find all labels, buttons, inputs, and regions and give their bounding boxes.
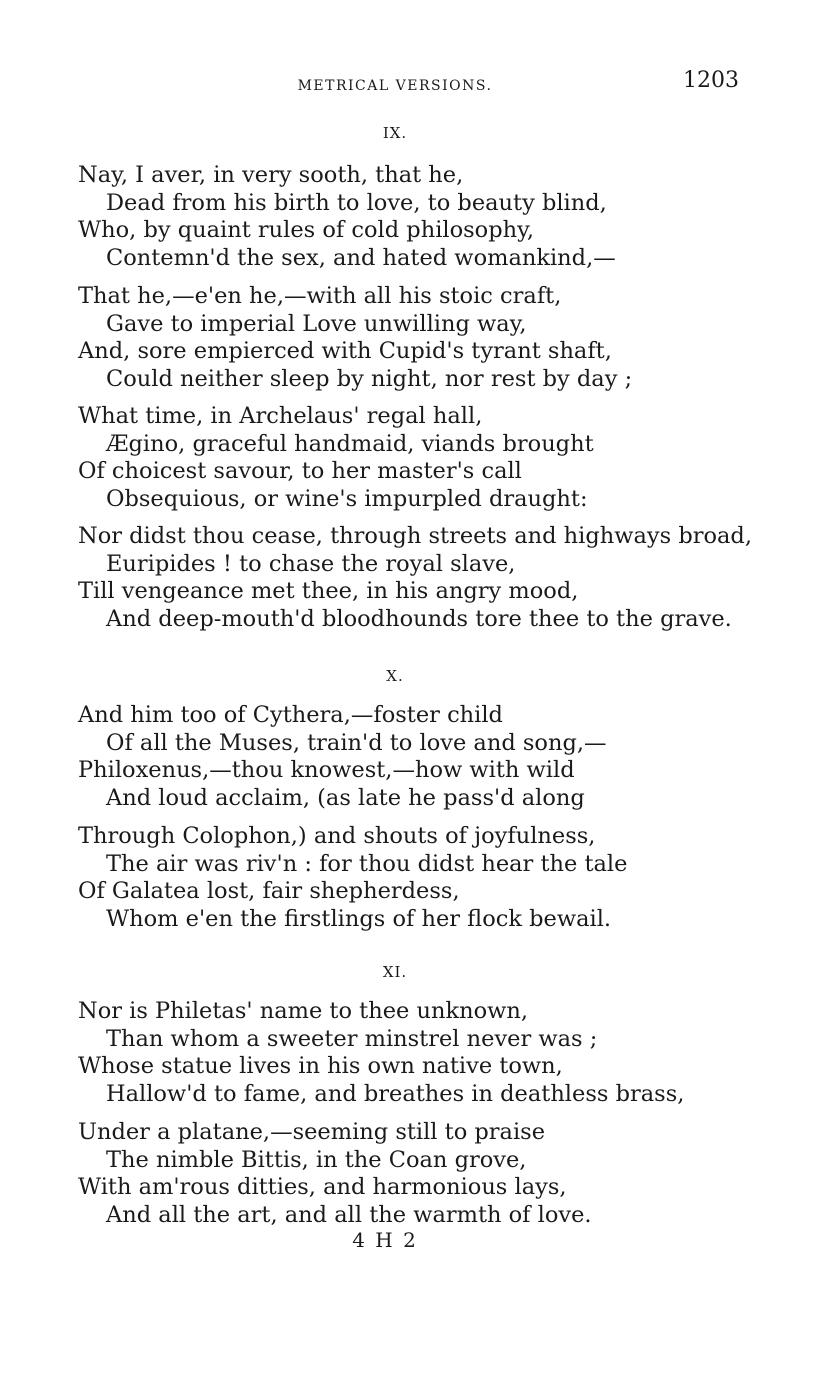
stanza (78, 702, 607, 812)
verse-line: Dead from his birth to love, to beauty blind, (106, 189, 607, 216)
verse-line: Ægino, graceful handmaid, viands brought (106, 430, 594, 457)
verse-line: The nimble Bittis, in the Coan grove, (106, 1146, 527, 1173)
stanza (78, 1119, 592, 1229)
verse-line: Euripides ! to chase the royal slave, (106, 550, 516, 577)
verse-line: That he,—e'en he,—with all his stoic craft, (78, 283, 562, 309)
verse-line: Than whom a sweeter minstrel never was ; (106, 1025, 598, 1052)
running-title: METRICAL VERSIONS. (297, 78, 493, 94)
verse-line: And loud acclaim, (as late he pass'd along (106, 784, 585, 811)
verse-line: Of choicest savour, to her master's call (78, 458, 522, 484)
verse-line: Of Galatea lost, fair shepherdess, (78, 878, 460, 904)
verse-line: Philoxenus,—thou knowest,—how with wild (78, 757, 575, 783)
verse-line: Hallow'd to fame, and breathes in deathless brass, (106, 1080, 685, 1107)
verse-line: Till vengeance met thee, in his angry mood, (78, 578, 579, 604)
verse-line: Who, by quaint rules of cold philosophy, (78, 217, 534, 243)
section-heading: XI. (382, 963, 408, 981)
verse-line: Obsequious, or wine's impurpled draught: (106, 485, 588, 512)
verse-line: The air was riv'n : for thou didst hear the tale (106, 850, 628, 877)
verse-line: Under a platane,—seeming still to praise (78, 1119, 546, 1145)
verse-line: Of all the Muses, train'd to love and song,— (106, 729, 607, 756)
stanza (78, 283, 632, 393)
verse-line: Whose statue lives in his own native town, (78, 1053, 563, 1079)
verse-line: And, sore empierced with Cupid's tyrant shaft, (78, 338, 612, 364)
section-heading: IX. (382, 124, 408, 142)
verse-line: Could neither sleep by night, nor rest by day ; (106, 365, 633, 392)
verse-line: Nor didst thou cease, through streets and highways broad, (78, 523, 752, 549)
page-number: 1203 (683, 68, 739, 93)
verse-line: And him too of Cythera,—foster child (78, 702, 503, 728)
verse-line: And deep-mouth'd bloodhounds tore thee to the grave. (106, 605, 732, 632)
verse-line: With am'rous ditties, and harmonious lays, (78, 1174, 567, 1200)
verse-line: Nor is Philetas' name to thee unknown, (78, 998, 529, 1024)
verse-line: Nay, I aver, in very sooth, that he, (78, 162, 464, 188)
verse-line: Contemn'd the sex, and hated womankind,— (106, 244, 616, 271)
verse-line: Through Colophon,) and shouts of joyfulness, (78, 823, 596, 849)
stanza (78, 523, 752, 633)
verse-line: And all the art, and all the warmth of love. (106, 1201, 592, 1228)
signature-mark: 4 H 2 (352, 1228, 418, 1252)
stanza (78, 998, 684, 1108)
stanza (78, 162, 616, 272)
verse-line: Gave to imperial Love unwilling way, (106, 310, 527, 337)
section-heading: X. (386, 667, 404, 685)
stanza (78, 403, 594, 513)
stanza (78, 823, 627, 933)
verse-line: What time, in Archelaus' regal hall, (78, 403, 483, 429)
verse-line: Whom e'en the firstlings of her flock bewail. (106, 905, 612, 932)
